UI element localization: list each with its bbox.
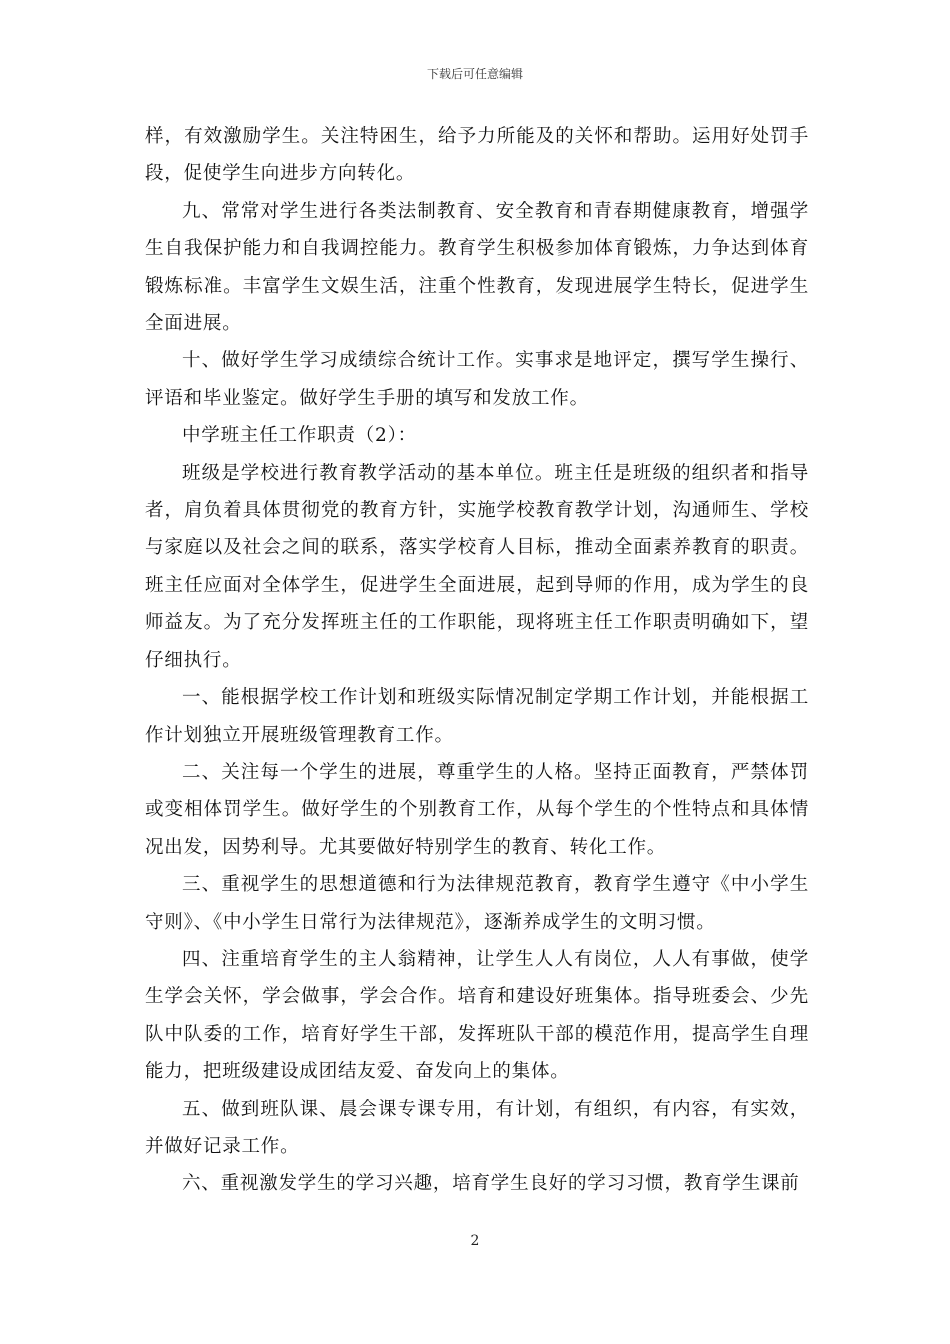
- document-body: [145, 118, 809, 1203]
- paragraph-item-4: 四、注重培育学生的主人翁精神，让学生人人有岗位，人人有事做，使学生学会关怀，学会做事，学会合作。培育和建设好班集体。指导班委会、少先队中队委的工作，培育好学生干部，发挥班队干部的模范作用，提高学生自理能力，把班级建设成团结友爱、奋发向上的集体。: [145, 948, 809, 1083]
- paragraph-item-10: 十、做好学生学习成绩综合统计工作。实事求是地评定，撰写学生操行、评语和毕业鉴定。做好学生手册的填写和发放工作。: [145, 350, 809, 409]
- paragraph-intro: 班级是学校进行教育教学活动的基本单位。班主任是班级的组织者和指导者，肩负着具体贯彻党的教育方针，实施学校教育教学计划，沟通师生、学校与家庭以及社会之间的联系，落实学校育人目标，推动全面素养教育的职责。班主任应面对全体学生，促进学生全面进展，起到导师的作用，成为学生的良师益友。为了充分发挥班主任的工作职能，现将班主任工作职责明确如下，望仔细执行。: [145, 462, 809, 671]
- paragraph-item-2: 二、关注每一个学生的进展，尊重学生的人格。坚持正面教育，严禁体罚或变相体罚学生。做好学生的个别教育工作，从每个学生的个性特点和具体情况出发，因势利导。尤其要做好特别学生的教育、转化工作。: [145, 761, 809, 858]
- paragraph-item-9: 九、常常对学生进行各类法制教育、安全教育和青春期健康教育，增强学生自我保护能力和自我调控能力。教育学生积极参加体育锻炼，力争达到体育锻炼标准。丰富学生文娱生活，注重个性教育，发现进展学生特长，促进学生全面进展。: [145, 200, 809, 335]
- section-heading: 中学班主任工作职责（2）：: [182, 425, 417, 447]
- page-header: 下载后可任意编辑: [426, 67, 523, 81]
- paragraph-item-1: 一、能根据学校工作计划和班级实际情况制定学期工作计划，并能根据工作计划独立开展班级管理教育工作。: [145, 687, 809, 746]
- paragraph-item-5: 五、做到班队课、晨会课专课专用，有计划，有组织，有内容，有实效，并做好记录工作。: [145, 1098, 809, 1157]
- page-number: 2: [470, 1233, 480, 1249]
- paragraph-continuation: 样，有效激励学生。关注特困生，给予力所能及的关怀和帮助。运用好处罚手段，促使学生向进步方向转化。: [145, 126, 809, 185]
- paragraph-item-6: 六、重视激发学生的学习兴趣，培育学生良好的学习习惯，教育学生课前: [182, 1173, 800, 1195]
- paragraph-item-3: 三、重视学生的思想道德和行为法律规范教育，教育学生遵守《中小学生守则》、《中小学生日常行为法律规范》，逐渐养成学生的文明习惯。: [145, 874, 809, 933]
